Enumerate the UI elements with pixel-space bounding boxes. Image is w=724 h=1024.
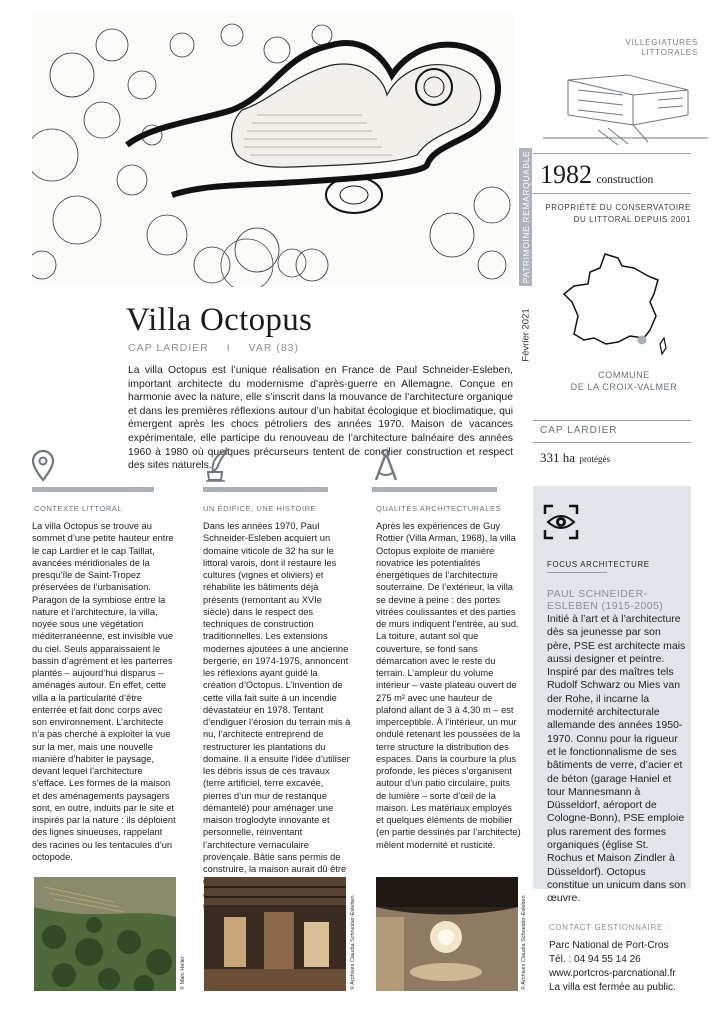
- col2-heading: UN ÉDIFICE, UNE HISTOIRE: [203, 504, 317, 513]
- location-pin-icon: [30, 450, 56, 482]
- interior-photo-1: [204, 877, 346, 991]
- contact-note: La villa est fermée au public.: [549, 982, 676, 993]
- year-rule-top: [533, 153, 691, 154]
- col2-text: Dans les années 1970, Paul Schneider-Esleben acquiert un domaine viticole de 32 ha sur le littoral varois, dont il restaure les cultures (vignes et oliviers) et réhabilite les bâtiments déjà présents (remontant au XVIe siècle) dans le respect des techniques de construction traditionnelles. Les extensions modernes ajoutées à une ancienne bergerie, en 1974-1975, annoncent les réflexions ayant guidé la création d’Octopus. L’invention de cette villa fait suite à un incendie dévastateur en 1978. Tentant d’endiguer l’érosion du terrain mis à nu, l’architecte entreprend de restructurer les plantations du domaine. Il a ensuite l’idée d’utiliser les débris issus de ces travaux (terre artificiel, terre excavée, pierres d’un mur de restanque démantelé) pour aménager une maison troglodyte innovante et personnelle, réinventant l’architecture vernaculaire provençale. Bâtie sans permis de construire, la maison aurait dû être: [203, 521, 351, 874]
- france-outline: [564, 254, 658, 344]
- photo2-credit: © Archives Claudia Schneider-Esleben: [350, 895, 356, 990]
- contact-block: [549, 939, 709, 995]
- protected-area: 331 ha protégés: [540, 450, 610, 465]
- intro-paragraph: La villa Octopus est l’unique réalisation en France de Paul Schneider-Esleben, important architecte du modernisme d’après-guerre en Allemagne. Conçue en harmonie avec la nature, elle s’inscrit dans la mouvance de l’architecture organique et dans les premières réflexions autour d’un habitat écologique et bioclimatique, qui émergent après les chocs pétroliers des années 1970. Maison de vacances expérimentale, elle participe du renouveau de l’architecture balnéaire des années 1960 à 1980 où quelques précurseurs tentent de concilier construction et respect des sites naturels.: [128, 365, 513, 472]
- eye-focus-icon: [543, 504, 579, 540]
- construction-year: 1982 construction: [540, 160, 654, 189]
- col1-text: La villa Octopus se trouve au sommet d’une petite hauteur entre le cap Lardier et le cap Taillat, avancées méridionales de la presqu’île de Saint-Tropez préservées de l’urbanisation. Paragon de la symbiose entre la nature et l’architecture, la villa, noyée sous une végétation méditerranéenne, est invisible vue du ciel. Seuls apparaissaient le bassin d’agrément et les parterres plantés – aujourd’hui disparus – aménagés autour. En effet, cette villa a la particularité d’être enterrée et fait donc corps avec son environnement. L’architecte n’a pas cherché à exploiter la vue sur la mer, mais une nouvelle manière d’habiter le paysage, devant lequel l’architecture s’efface. Les formes de la maison et des aménagements paysagers sont, en outre, induits par le site et inspirés par la nature : ils déploient des lignes sinueuses, rappelant des racines ou les tentacules d’un octopode.: [32, 521, 176, 862]
- location-marker: [638, 336, 647, 345]
- page-title: Villa Octopus: [126, 302, 313, 338]
- heritage-band: [519, 148, 532, 286]
- interior-photo-2: [376, 877, 518, 991]
- location-subtitle: CAP LARDIER I VAR (83): [128, 342, 300, 354]
- col1-heading: CONTEXTE LITTORAL: [34, 504, 123, 513]
- france-map: [560, 250, 670, 360]
- focus-text: Initié à l’art et à l’architecture dès sa jeunesse par son père, PSE est architecte mais aussi designer et peintre. Inspiré par des maîtres tels Rudolf Schwarz ou Mies van der Rohe, il incarne la modernité architecturale allemande des années 1950-1970. Connu pour la rigueur et le fonctionnalisme de ses bâtiments de verre, d’acier et de béton (garage Haniel et tour Mannesmann à Düsseldorf, aéroport de Cologne-Bonn), PSE emploie plus rarement des formes organiques (église St. Rochus et Maison Zindler à Düsseldorf). Octopus constitue un unicum dans son œuvre.: [547, 613, 686, 905]
- plan-svg: [32, 15, 514, 287]
- quill-inkwell-icon: [203, 448, 233, 482]
- site-rule-top: [533, 420, 691, 421]
- site-rule-bottom: [533, 442, 691, 443]
- basin: [326, 177, 382, 213]
- col2-bar: [203, 487, 328, 492]
- corsica-outline: [660, 338, 666, 354]
- category-label: VILLEGIATURES LITTORALES: [625, 38, 698, 57]
- focus-label: FOCUS ARCHITECTURE: [547, 560, 650, 569]
- col3-bar: [372, 487, 497, 492]
- contact-phone: Tél. : 04 94 55 14 26: [549, 954, 641, 965]
- focus-name: PAUL SCHNEIDER- ESLEBEN (1915-2005): [547, 588, 664, 612]
- contact-website-link[interactable]: www.portcros-parcnational.fr: [549, 968, 676, 979]
- col3-heading: QUALITÉS ARCHITECTURALES: [376, 504, 502, 513]
- plan-drawing: [32, 15, 514, 287]
- year-rule-bottom: [533, 193, 691, 194]
- photo3-credit: © Archives Claudia Schneider-Esleben: [521, 895, 527, 990]
- col1-bar: [32, 487, 154, 492]
- commune-label: COMMUNE DE LA CROIX-VALMER: [570, 370, 678, 392]
- site-label: CAP LARDIER: [540, 425, 618, 436]
- col3-text: Après les expériences de Guy Rottier (Villa Arman, 1968), la villa Octopus exploite de manière novatrice les potentialités énergétiques de l’architecture souterraine. De l’extérieur, la villa se devine à peine : des portes vitrées coulissantes et des parties de murs indiquent l’entrée, au sud. La toiture, autant sol que couverture, se fond sans démarcation avec le reste du terrain. L’ampleur du volume intérieur – vaste plateau ouvert de 275 m² avec une hauteur de plafond allant de 3 à 4,30 m – est imperceptible. À l’intérieur, un mur ondulé retenant les poussées de la terre structure la distribution des espaces. Dans la courbure la plus profonde, les pièces s’organisent autour d’un patio circulaire, puits de lumière – sorte d’œil de la maison. Les matériaux employés et quelques éléments de mobilier (en partie dessinés par l’architecte) mêlent modernité et rusticité.: [376, 521, 521, 850]
- focus-architecture-box: [533, 486, 691, 905]
- aerial-photo: [34, 877, 176, 991]
- villa-sketch-icon: [538, 70, 714, 148]
- photo1-credit: © Marc Heller: [180, 956, 186, 990]
- compass-icon: [372, 448, 400, 482]
- contact-org: Parc National de Port-Cros: [549, 940, 669, 951]
- owner-label: PROPRIÉTÉ DU CONSERVATOIRE DU LITTORAL DEPUIS 2001: [545, 203, 691, 224]
- focus-rule: [547, 572, 607, 573]
- date-vertical: Février 2021: [520, 308, 532, 362]
- contact-label: CONTACT GESTIONNAIRE :: [549, 923, 669, 932]
- heritage-label: PATRIMOINE REMARQUABLE: [520, 150, 531, 284]
